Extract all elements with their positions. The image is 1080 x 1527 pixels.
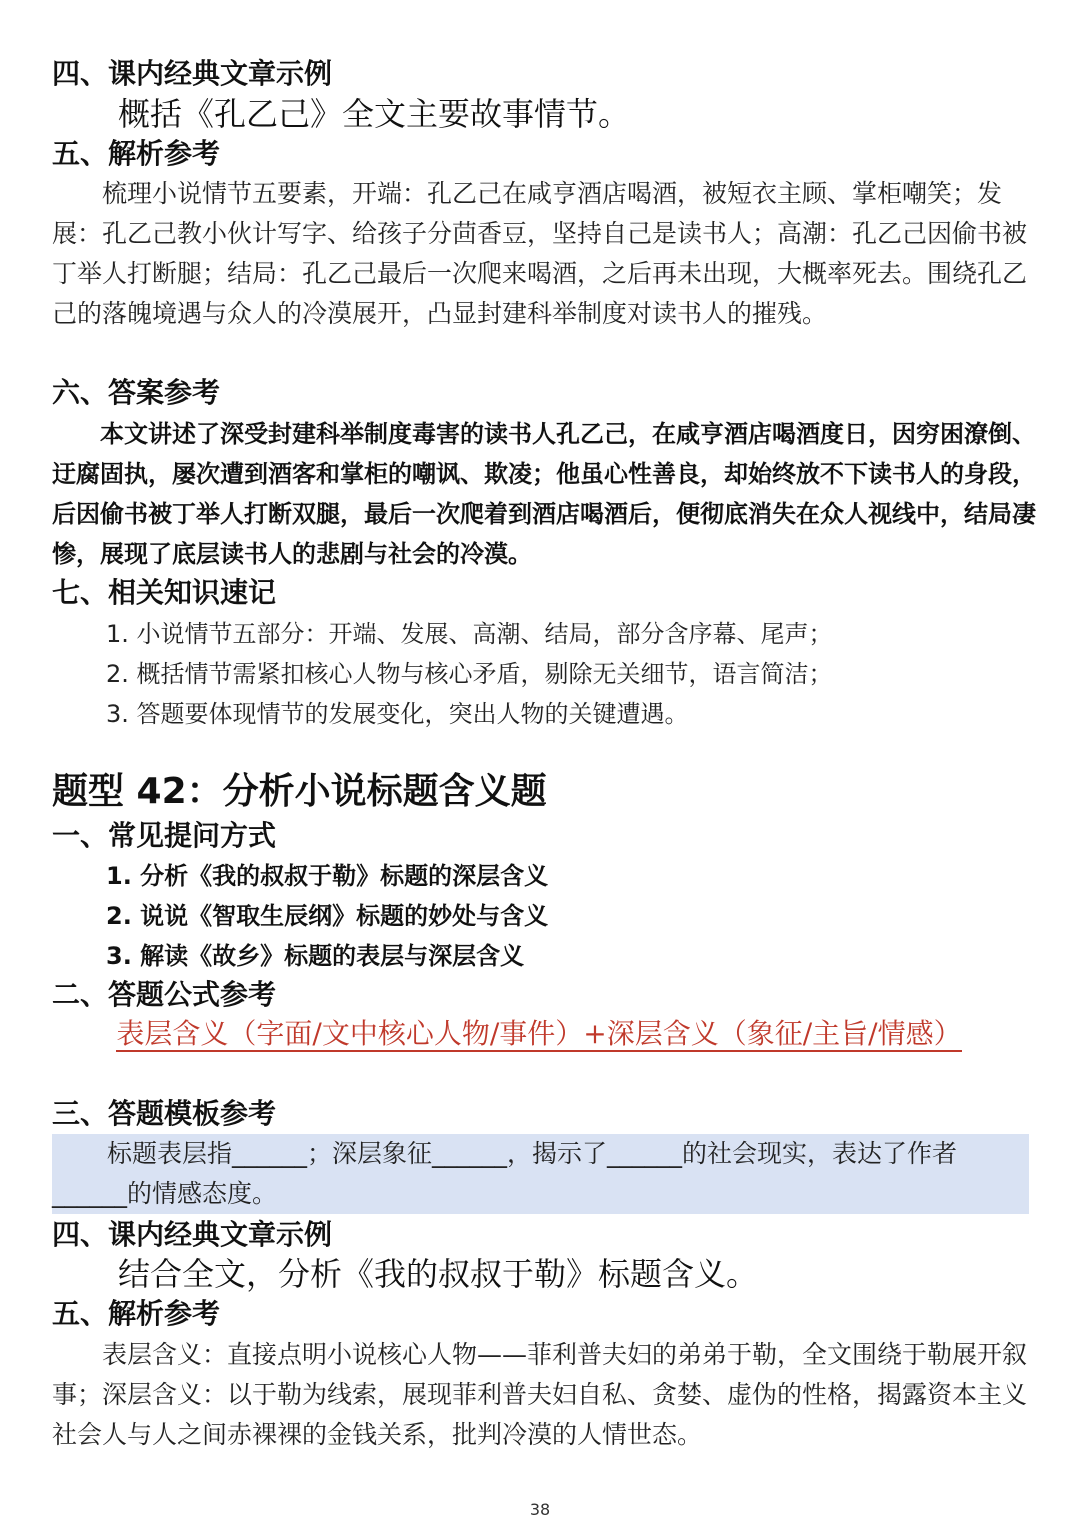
analysis-paragraph: 表层含义：直接点明小说核心人物——菲利普夫妇的弟弟于勒，全文围绕于勒展开叙事；深层含义：以于勒为线索，展现菲利普夫妇自私、贪婪、虚伪的性格，揭露资本主义社会人与人之间赤裸裸的金钱关系，批判冷漠的人情世态。 [52,1340,1028,1449]
section-heading: 五、解析参考 [52,1297,221,1330]
section-heading: 一、常见提问方式 [52,819,277,852]
section-heading: 七、相关知识速记 [52,576,277,609]
section-heading: 四、课内经典文章示例 [52,57,333,90]
topic-title: 题型 42：分析小说标题含义题 [52,771,547,812]
knowledge-item: 1. 小说情节五部分：开端、发展、高潮、结局，部分含序幕、尾声； [106,620,833,648]
example-question: 概括《孔乙己》全文主要故事情节。 [118,95,631,133]
section-heading: 四、课内经典文章示例 [52,1218,333,1251]
section-heading: 三、答题模板参考 [52,1097,277,1130]
section-heading: 六、答案参考 [52,376,221,409]
analysis-paragraph: 梳理小说情节五要素，开端：孔乙己在咸亨酒店喝酒，被短衣主顾、掌柜嘲笑；发展：孔乙己教小伙计写字、给孩子分茴香豆，坚持自己是读书人；高潮：孔乙己因偷书被丁举人打断腿；结局：孔乙己最后一次爬来喝酒，之后再未出现，大概率死去。围绕孔乙己的落魄境遇与众人的冷漠展开，凸显封建科举制度对读书人的摧残。 [52,179,1028,328]
formula-text: 表层含义（字面/文中核心人物/事件）+深层含义（象征/主旨/情感） [116,1017,962,1050]
question-item: 3. 解读《故乡》标题的表层与深层含义 [106,942,525,970]
question-item: 2. 说说《智取生辰纲》标题的妙处与含义 [106,902,549,930]
knowledge-item: 2. 概括情节需紧扣核心人物与核心矛盾，剔除无关细节，语言简洁； [106,660,833,688]
knowledge-item: 3. 答题要体现情节的发展变化，突出人物的关键遭遇。 [106,700,689,728]
example-question: 结合全文，分析《我的叔叔于勒》标题含义。 [118,1255,759,1293]
answer-template-box [52,1134,1029,1214]
answer-template: 标题表层指______；深层象征______，揭示了______的社会现实，表达了作者______的情感态度。 [52,1139,958,1208]
section-heading: 二、答题公式参考 [52,978,277,1011]
section-heading: 五、解析参考 [52,137,221,170]
answer-formula [52,1014,1037,1054]
question-item: 1. 分析《我的叔叔于勒》标题的深层含义 [106,862,549,890]
answer-paragraph: 本文讲述了深受封建科举制度毒害的读书人孔乙己，在咸亨酒店喝酒度日，因穷困潦倒、迂腐固执，屡次遭到酒客和掌柜的嘲讽、欺凌；他虽心性善良，却始终放不下读书人的身段，后因偷书被丁举人打断双腿，最后一次爬着到酒店喝酒后，便彻底消失在众人视线中，结局凄惨，展现了底层读书人的悲剧与社会的冷漠。 [52,419,1036,568]
page-number: 38 [529,1500,551,1519]
